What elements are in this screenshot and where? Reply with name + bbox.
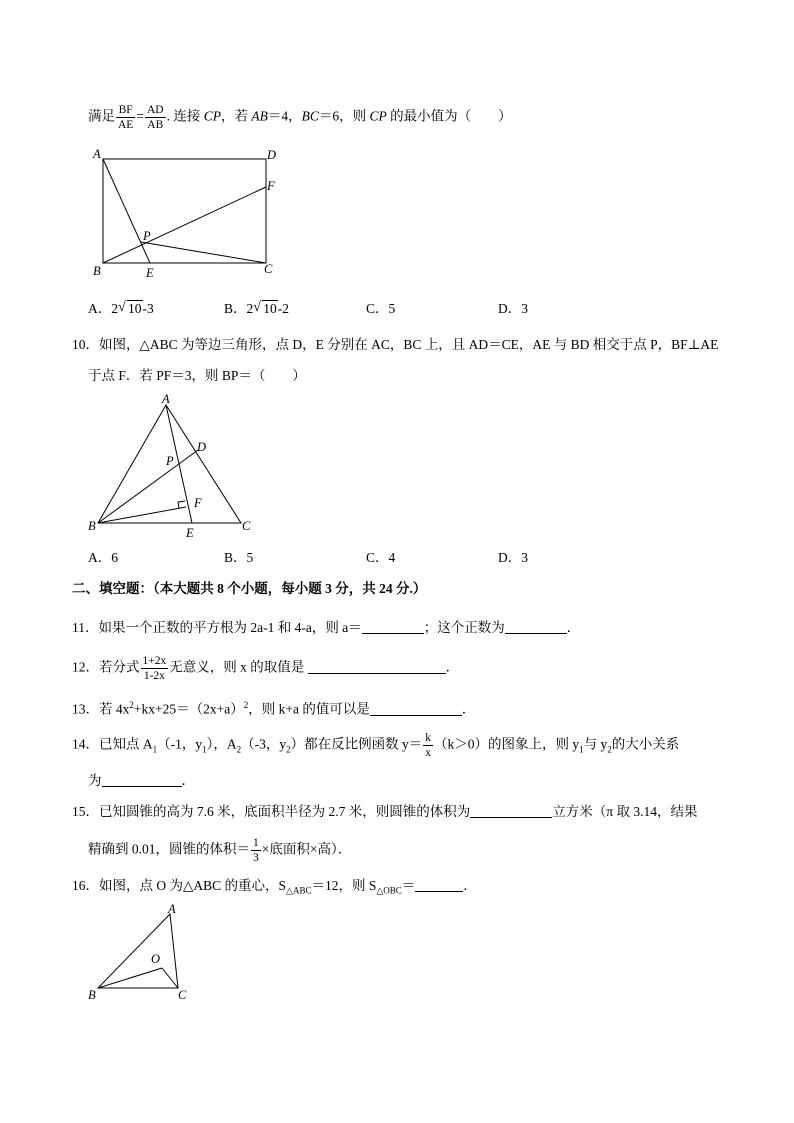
q10-triangle-figure [86,392,266,542]
label-f: F [267,179,275,193]
q15-line1: 15．已知圆锥的高为 7.6 米，底面积半径为 2.7 米，则圆锥的体积为 立方米（π 取 3.14，结果 [72,804,698,819]
q16-text: 16．如图，点 O 为△ABC 的重心，$S_{\triangle ABC}=12$，则 $S_{\triangle OBC}=$ ． [72,878,477,896]
q11-text: 11．如果一个正数的平方根为 2a-1 和 4-a，则 a＝ ；这个正数为 ． [72,620,581,635]
segment-bd [98,450,198,523]
answer-blank[interactable] [362,619,424,634]
label-e: E [186,526,194,540]
fraction-k-over-x: $\frac{k}{x}$ [425,732,431,759]
answer-blank[interactable] [505,619,567,634]
q9-rectangle-figure [88,145,298,285]
q10-option-b[interactable]: B．5 [224,550,254,565]
label-c: C [264,262,273,276]
q13-text: 13．若 $4x^2+kx+25=(2x+a)^2$，则 k+a 的值可以是 ． [72,700,476,717]
fraction: $\frac{1+2x}{1-2x}$ [142,655,167,682]
q9-option-c[interactable]: C．5 [366,301,396,316]
label-e: E [146,266,154,280]
rectangle-abcd [103,159,266,263]
answer-blank[interactable] [308,659,446,674]
label-c: C [242,519,251,533]
answer-blank[interactable] [470,803,552,818]
label-b: B [93,264,101,278]
label-b: B [88,988,96,1002]
fraction-one-third: $\frac{1}{3}$ [253,837,259,864]
segment-ae [103,159,150,263]
fraction-ad-ab: $\frac{AD}{AB}$ [146,104,164,131]
label-a: A [162,392,170,406]
q14-line2: 为 ． [88,773,195,788]
sqrt-symbol: √ 10 [118,300,142,316]
answer-blank[interactable] [102,772,182,787]
q10-line2: 于点 F．若 PF＝3，则 BP＝（ ） [88,368,306,383]
label-d: D [267,148,277,162]
q9-option-d[interactable]: D．3 [498,301,528,316]
q15-line2: 精确到 0.01，圆锥的体积＝ $\frac{1}{3}$ ×底面积×高）． [88,837,352,864]
q9-option-a[interactable]: A．2 √ 10-3 [88,299,154,319]
sqrt-symbol: √ 10 [253,300,277,316]
label-d: D [197,440,207,454]
label-f: F [194,496,202,510]
fraction-bf-ae: $\frac{BF}{AE}$ [118,104,134,131]
label-o: O [151,952,161,966]
label-p: P [166,454,174,468]
q14-line1: 14．已知点 $A_1(-1$，$y_1$），$A_2(-3$，$y_2$）都在反比例函数 y＝ $\frac{k}{x}$ （k＞0）的图象上，则 $y_1$与 $y_2$的大小关系 [72,732,680,759]
label-a: A [168,902,176,916]
q10-option-c[interactable]: C．4 [366,550,396,565]
segment-pc [141,242,266,263]
label-c: C [178,988,187,1002]
q12-text: 12．若分式 $\frac{1+2x}{1-2x}$ 无意义，则 x 的取值是 ． [72,655,460,682]
q10-option-a[interactable]: A．6 [88,550,118,565]
answer-blank[interactable] [415,877,463,892]
segment-bf [103,187,266,263]
triangle-abc [98,914,178,988]
label-b: B [88,519,96,533]
q16-triangle-figure [86,900,216,1010]
label-a: A [93,147,101,161]
answer-blank[interactable] [370,701,462,716]
section2-heading: 二、填空题：（本大题共 8 个小题，每小题 3 分，共 24 分.） [72,581,427,596]
label-p: P [143,229,151,243]
q9-option-b[interactable]: B．2 √ 10-2 [224,299,289,319]
q10-option-d[interactable]: D．3 [498,550,528,565]
segment-bf [98,507,186,523]
segment-oc [162,968,178,988]
q10-line1: 10．如图，△ABC 为等边三角形，点 D，E 分别在 AC，BC 上，且 AD＝CE，AE 与 BD 相交于点 P，BF⊥AE [72,337,719,352]
q9-text: 满足 $\frac{BF}{AE}$ = $\frac{AD}{AB}$ . 连接 CP，若 AB＝4，BC＝6，则 CP 的最小值为（ ） [88,104,512,131]
